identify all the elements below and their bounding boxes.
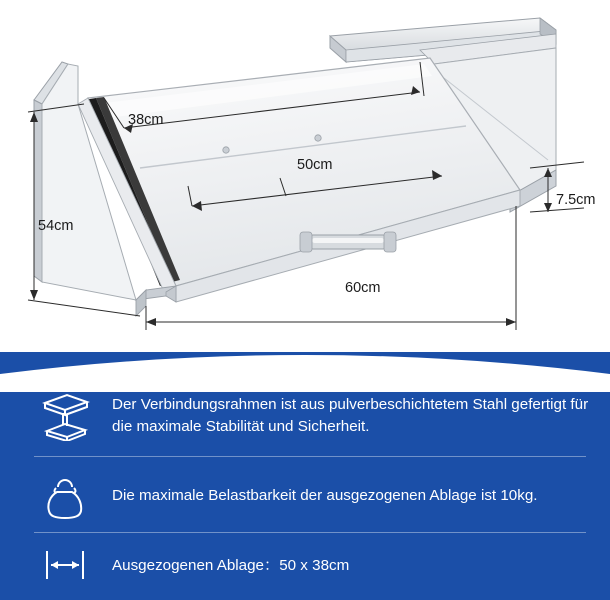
dimension-label-depth-inner: 38cm [128,112,164,128]
dimension-label-depth-outer: 54cm [38,218,74,234]
feature-panel [0,352,610,600]
feature-divider [34,532,586,533]
feature-text: Die maximale Belastbarkeit der ausgezogenen Ablage ist 10kg. [112,487,538,505]
feature-text: Der Verbindungsrahmen ist aus pulverbeschichtetem Stahl gefertigt für die maximale Stabilität und Sicherheit. [112,396,589,435]
feature-divider [34,456,586,457]
feature-text: Ausgezogenen Ablage：50 x 38cm [112,557,350,575]
feature-row [0,538,610,594]
dimension-label-height: 7.5cm [556,192,596,208]
feature-row [0,380,610,452]
kettlebell-icon [34,468,96,524]
pull-handle [300,232,396,252]
dimension-label-width-outer: 60cm [345,280,381,296]
width-arrow-icon [34,538,96,594]
dimension-label-width-inner: 50cm [297,157,333,173]
feature-row [0,462,610,530]
frame-icon [34,388,96,444]
